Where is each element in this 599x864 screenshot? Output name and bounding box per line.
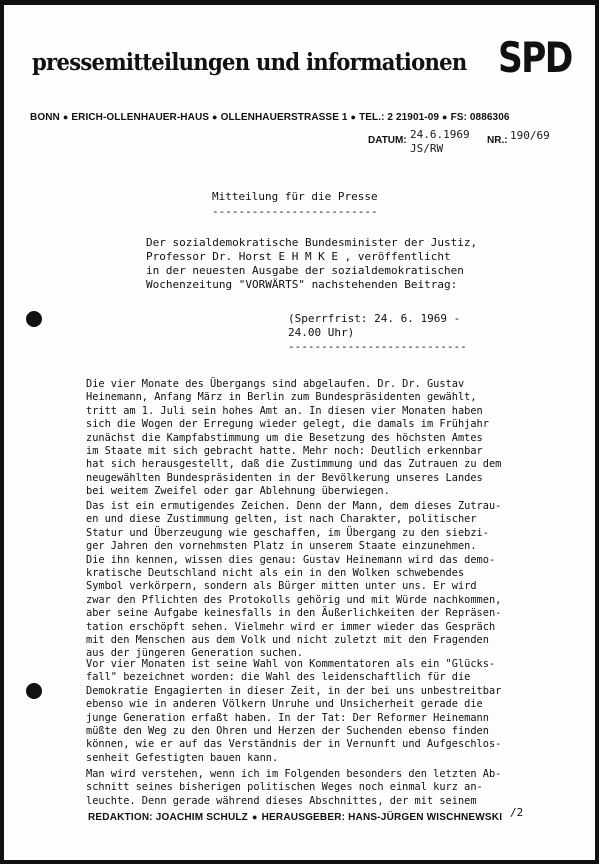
bullet-icon: ● [212, 112, 218, 122]
body-line: Symbol verkörpern, sondern als Bürger mitten unter uns. Er wird [86, 580, 477, 593]
address-line [30, 112, 510, 123]
body-line: tritt am 1. Juli sein hohes Amt an. In diesen vier Monaten haben [86, 404, 483, 417]
body-line: Demokratie Engagierten in dieser Zeit, in der bei uns unbestreitbar [86, 684, 502, 697]
masthead-title: pressemitteilungen und informationen [32, 49, 467, 76]
footer-editor: REDAKTION: JOACHIM SCHULZ [88, 812, 248, 823]
footer-publisher: HERAUSGEBER: HANS-JÜRGEN WISCHNEWSKI [261, 812, 503, 823]
bullet-icon: ● [350, 112, 357, 122]
body-line: Heinemann, Anfang März in Berlin zum Bundespräsidenten gewählt, [86, 391, 477, 404]
intro-line: in der neuesten Ausgabe der sozialdemokratischen [146, 264, 464, 277]
embargo-block [288, 312, 467, 354]
body-line: junge Generation erfaßt haben. In der Tat: Der Reformer Heinemann [86, 711, 489, 724]
body-line: zwar den Pflichten des Protokolls gehörig und mit Würde nachkommen, [86, 593, 502, 606]
spd-logo: SPD [498, 33, 572, 82]
body-line: Man wird verstehen, wenn ich im Folgenden besonders den letzten Ab- [86, 768, 502, 780]
intro-line: Der sozialdemokratische Bundesminister der Justiz, [146, 236, 478, 249]
body-line: aus der jüngeren Generation suchen. [86, 647, 303, 660]
body-line: schnitt seines bisherigen politischen Weges noch einmal kurz an- [86, 781, 483, 794]
body-line: en und diese Zustimmung gelten, ist nach Charakter, politischer [86, 513, 477, 526]
bullet-icon: ● [62, 112, 69, 122]
paragraph-1 [86, 378, 566, 499]
bullet-icon: ● [442, 112, 448, 122]
body-line: fall" bezeichnet worden: die Wahl des leidenschaftlich für die [86, 671, 471, 684]
body-line: Statur und Überzeugung wie geschaffen, im Übergang zu den siebzi- [86, 526, 489, 539]
body-line: zunächst die Kampfabstimmung um die Besetzung des höchsten Amtes [86, 431, 483, 444]
body-line: ger Jahren den vornehmsten Platz in unserem Staate einzunehmen. [86, 540, 477, 553]
footer-line [88, 812, 502, 823]
body-line: Das ist ein ermutigendes Zeichen. Denn der Mann, dem dieses Zutrau- [86, 500, 502, 512]
body-line: senheit Gefestigten bauen kann. [86, 751, 279, 764]
address-house: ERICH-OLLENHAUER-HAUS [71, 112, 210, 123]
body-line: Die ihn kennen, wissen dies genau: Gustav Heinemann wird das demo- [86, 553, 496, 566]
paragraph-4 [86, 768, 566, 808]
body-line: leuchte. Denn gerade während dieses Abschnittes, der mit seinem [86, 794, 477, 807]
date-label: DATUM: [368, 135, 407, 146]
body-line: aber seine Aufgabe keinesfalls in den Äußerlichkeiten der Repräsen- [86, 607, 502, 620]
body-line: sich die Wogen der Erregung wieder gelegt, die damals im Frühjahr [86, 418, 489, 431]
address-city: BONN [30, 112, 60, 123]
embargo-line: 24.00 Uhr) [288, 326, 355, 339]
body-line: Vor vier Monaten ist seine Wahl von Kommentatoren als ein "Glücks- [86, 658, 496, 670]
punch-hole [26, 683, 42, 699]
paragraph-2 [86, 500, 566, 661]
punch-hole [26, 311, 42, 327]
body-line: hat sich herausgestellt, daß die Zustimmung und das Zutrauen zu dem [86, 458, 502, 471]
address-phone: TEL.: 2 21901-09 [359, 112, 440, 123]
number-value: 190/69 [510, 129, 550, 142]
heading-underline: ------------------------- [212, 205, 378, 218]
body-line: mit den Menschen aus dem Volk und nicht zuletzt mit den Fragenden [86, 633, 489, 646]
body-line: können, wie er auf das Verständnis der in Vernunft und Aufgeschlos- [86, 738, 502, 751]
paragraph-3 [86, 658, 566, 765]
body-line: müßte den Weg zu den Ohren und Herzen der Suchenden ebenso finden [86, 724, 489, 737]
body-line: bei weitem Zweifel oder gar Ablehnung überwiegen. [86, 485, 390, 498]
intro-block [146, 236, 477, 292]
number-label: NR.: [487, 135, 508, 146]
body-line: neugewählten Bundespräsidenten in der Bevölkerung unseres Landes [86, 471, 483, 484]
body-line: Die vier Monate des Übergangs sind abgelaufen. Dr. Dr. Gustav [86, 378, 465, 390]
bullet-icon: ● [252, 812, 258, 822]
intro-line: Wochenzeitung "VORWÄRTS" nachstehenden Beitrag: [146, 278, 458, 291]
scan-border-left [0, 0, 4, 864]
intro-line: Professor Dr. Horst E H M K E , veröffentlicht [146, 250, 451, 263]
address-street: OLLENHAUERSTRASSE 1 [220, 112, 348, 123]
body-line: kratische Deutschland nicht als ein in den Wolken schwebendes [86, 566, 465, 579]
scan-border-right [595, 0, 599, 864]
date-value: 24.6.1969 [410, 128, 470, 141]
embargo-line: (Sperrfrist: 24. 6. 1969 - [288, 312, 461, 325]
scan-border-top [0, 0, 599, 5]
body-line: tation erschöpft sehen. Vielmehr wird er immer wieder das Gespräch [86, 620, 496, 633]
embargo-underline: --------------------------- [288, 340, 467, 353]
body-line: im Staate mit sich gebracht hatte. Mehr noch: Deutlich erkennbar [86, 444, 483, 457]
reference-initials: JS/RW [410, 142, 444, 155]
document-heading: Mitteilung für die Presse [212, 190, 378, 203]
next-page-marker: /2 [510, 806, 524, 819]
body-line: ebenso wie in anderen Völkern Unruhe und Unsicherheit gerade die [86, 698, 483, 711]
address-fax: FS: 0886306 [450, 112, 510, 123]
scan-border-bottom [0, 860, 599, 864]
